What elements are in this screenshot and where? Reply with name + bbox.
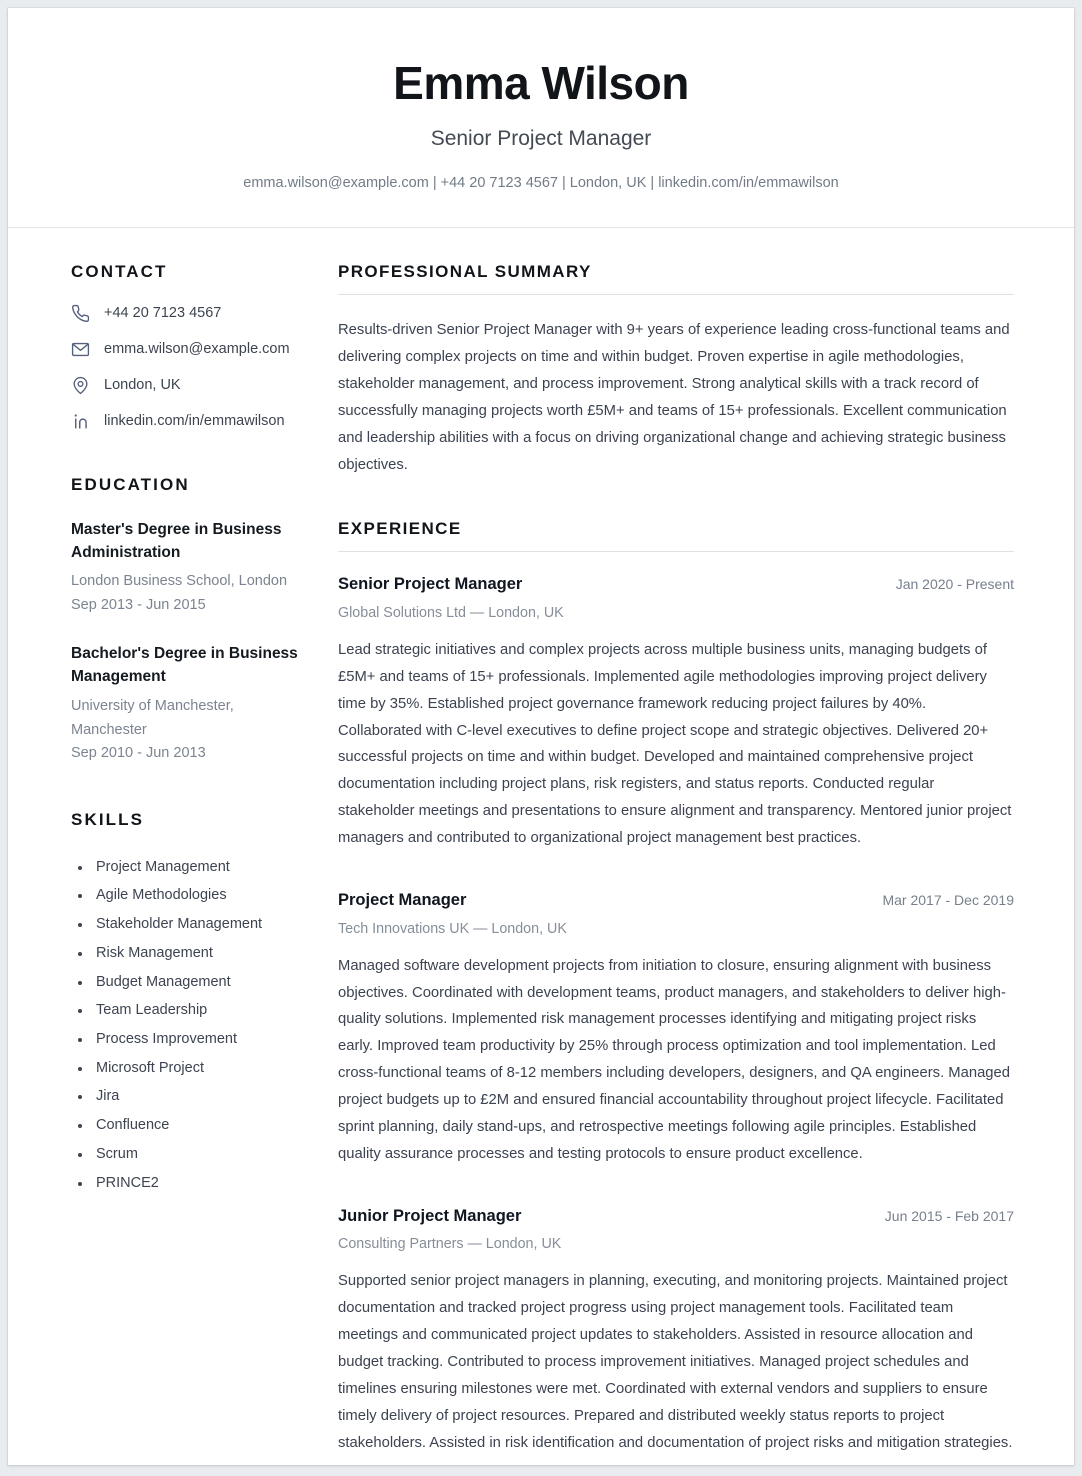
experience-dates: Jan 2020 - Present xyxy=(895,576,1014,593)
linkedin-icon xyxy=(71,412,90,431)
skill-item: • PRINCE2 xyxy=(92,1169,300,1198)
education-degree: Master's Degree in Business Administration xyxy=(71,520,282,562)
summary-heading: PROFESSIONAL SUMMARY xyxy=(338,262,592,281)
contact-heading: CONTACT xyxy=(71,262,168,281)
experience-company: Tech Innovations UK — London, UK xyxy=(338,920,567,937)
experience-description: Supported senior project managers in planning, executing, and monitoring projects. Maintained project documentation and tracked project progress using project management tools. Facilitated team meetings and communicated project updates to stakeholders. Assisted in resource allocation and budget tracking. Contributed to process improvement initiatives. Managed project schedules and timelines ensuring milestones were met. Coordinated with external vendors and suppliers to ensure timely delivery of project resources. Prepared and distributed weekly status reports to project stakeholders. Assisted in risk identification and documentation of project risks and mitigation strategies. xyxy=(338,1273,1013,1451)
experience-entry xyxy=(338,1206,1014,1457)
contact-linkedin-value: linkedin.com/in/emmawilson xyxy=(104,413,285,430)
experience-divider xyxy=(338,551,1014,552)
summary-divider xyxy=(338,294,1014,295)
education-section xyxy=(71,475,300,766)
education-entry xyxy=(71,518,300,618)
education-entry xyxy=(71,642,300,766)
header-contact-line: emma.wilson@example.com | +44 20 7123 4567 | London, UK | linkedin.com/in/emmawilson xyxy=(243,174,839,191)
contact-list xyxy=(71,304,300,431)
experience-entry xyxy=(338,890,1014,1168)
education-school: London Business School, London xyxy=(71,573,288,590)
experience-entry-header xyxy=(338,890,1014,911)
experience-dates: Mar 2017 - Dec 2019 xyxy=(882,892,1014,909)
experience-company: Global Solutions Ltd — London, UK xyxy=(338,604,564,621)
experience-role: Junior Project Manager xyxy=(338,1206,522,1225)
experience-entry-header xyxy=(338,574,1014,595)
experience-description: Lead strategic initiatives and complex projects across multiple business units, managing budgets of £5M+ and teams of 15+ professionals. Implemented agile methodologies improving project delivery time by 35%. Established project governance framework reducing project failures by 40%. Collaborated with C-level executives to define project scope and strategic objectives. Delivered 20+ successful projects on time and within budget. Developed and maintained comprehensive project documentation including project plans, risk registers, and status reports. Conducted regular stakeholder meetings and presentations to ensure alignment and transparency. Mentored junior project managers and contributed to organizational project management best practices. xyxy=(338,641,1012,847)
skill-item: • Confluence xyxy=(92,1111,300,1140)
candidate-name: Emma Wilson xyxy=(393,57,689,109)
map-pin-icon xyxy=(71,376,90,395)
skill-item: • Process Improvement xyxy=(92,1025,300,1054)
experience-company: Consulting Partners — London, UK xyxy=(338,1236,562,1253)
professional-summary-section xyxy=(338,262,1014,479)
sidebar-column xyxy=(8,228,324,1227)
skill-item: • Microsoft Project xyxy=(92,1054,300,1083)
experience-heading: EXPERIENCE xyxy=(338,518,462,538)
skill-item: • Jira xyxy=(92,1082,300,1111)
experience-dates: Jun 2015 - Feb 2017 xyxy=(884,1207,1014,1224)
resume-body xyxy=(8,228,1074,1465)
experience-section xyxy=(338,519,1014,1457)
experience-entry-header xyxy=(338,1206,1014,1227)
skill-item: • Budget Management xyxy=(92,968,300,997)
contact-phone-value: +44 20 7123 4567 xyxy=(104,305,222,322)
contact-location-value: London, UK xyxy=(104,377,181,394)
skill-item: • Risk Management xyxy=(92,939,300,968)
candidate-job-title: Senior Project Manager xyxy=(430,126,652,150)
contact-item-location xyxy=(71,376,300,395)
education-degree: Bachelor's Degree in Business Management xyxy=(71,645,298,686)
skill-item: • Stakeholder Management xyxy=(92,910,300,939)
contact-item-email xyxy=(71,340,300,359)
skill-item: • Team Leadership xyxy=(92,996,300,1025)
skill-item: • Agile Methodologies xyxy=(92,881,300,910)
experience-role: Project Manager xyxy=(338,891,467,910)
envelope-icon xyxy=(71,340,90,359)
education-school: University of Manchester, Manchester xyxy=(71,697,234,738)
education-dates: Sep 2013 - Jun 2015 xyxy=(71,597,206,614)
contact-email-value: emma.wilson@example.com xyxy=(104,341,290,358)
skills-list xyxy=(71,853,300,1197)
experience-entry xyxy=(338,574,1014,852)
education-heading: EDUCATION xyxy=(71,475,190,495)
education-dates: Sep 2010 - Jun 2013 xyxy=(71,745,206,762)
contact-item-phone xyxy=(71,304,300,323)
summary-text: Results-driven Senior Project Manager with 9+ years of experience leading cross-functional teams and delivering complex projects on time and within budget. Proven expertise in agile methodologies, stakeholder management, and process improvement. Strong analytical skills with a track record of successfully managing projects worth £5M+ and teams of 15+ professionals. Excellent communication and leadership abilities with a focus on driving organizational change and achieving strategic business objectives. xyxy=(338,322,1010,473)
resume-card xyxy=(8,8,1074,1465)
skill-item: • Scrum xyxy=(92,1140,300,1169)
experience-role: Senior Project Manager xyxy=(338,575,523,594)
resume-header xyxy=(8,8,1074,228)
skills-section xyxy=(71,810,300,1197)
main-column xyxy=(324,228,1074,1465)
experience-description: Managed software development projects from initiation to closure, ensuring alignment with business objectives. Coordinated with development teams, product managers, and stakeholders to deliver high-quality solutions. Implemented risk management processes identifying and mitigating project risks early. Improved team productivity by 25% through process optimization and tool implementation. Led cross-functional teams of 8-12 members including developers, designers, and QA engineers. Managed project budgets up to £2M and ensured financial accountability throughout project lifecycle. Facilitated sprint planning, daily stand-ups, and retrospective meetings following agile principles. Established quality assurance processes and testing protocols to ensure product excellence. xyxy=(338,957,1010,1163)
phone-icon xyxy=(71,304,90,323)
contact-item-linkedin xyxy=(71,412,300,431)
contact-section xyxy=(71,262,300,431)
skills-heading: SKILLS xyxy=(71,810,145,830)
skill-item: • Project Management xyxy=(92,853,300,882)
